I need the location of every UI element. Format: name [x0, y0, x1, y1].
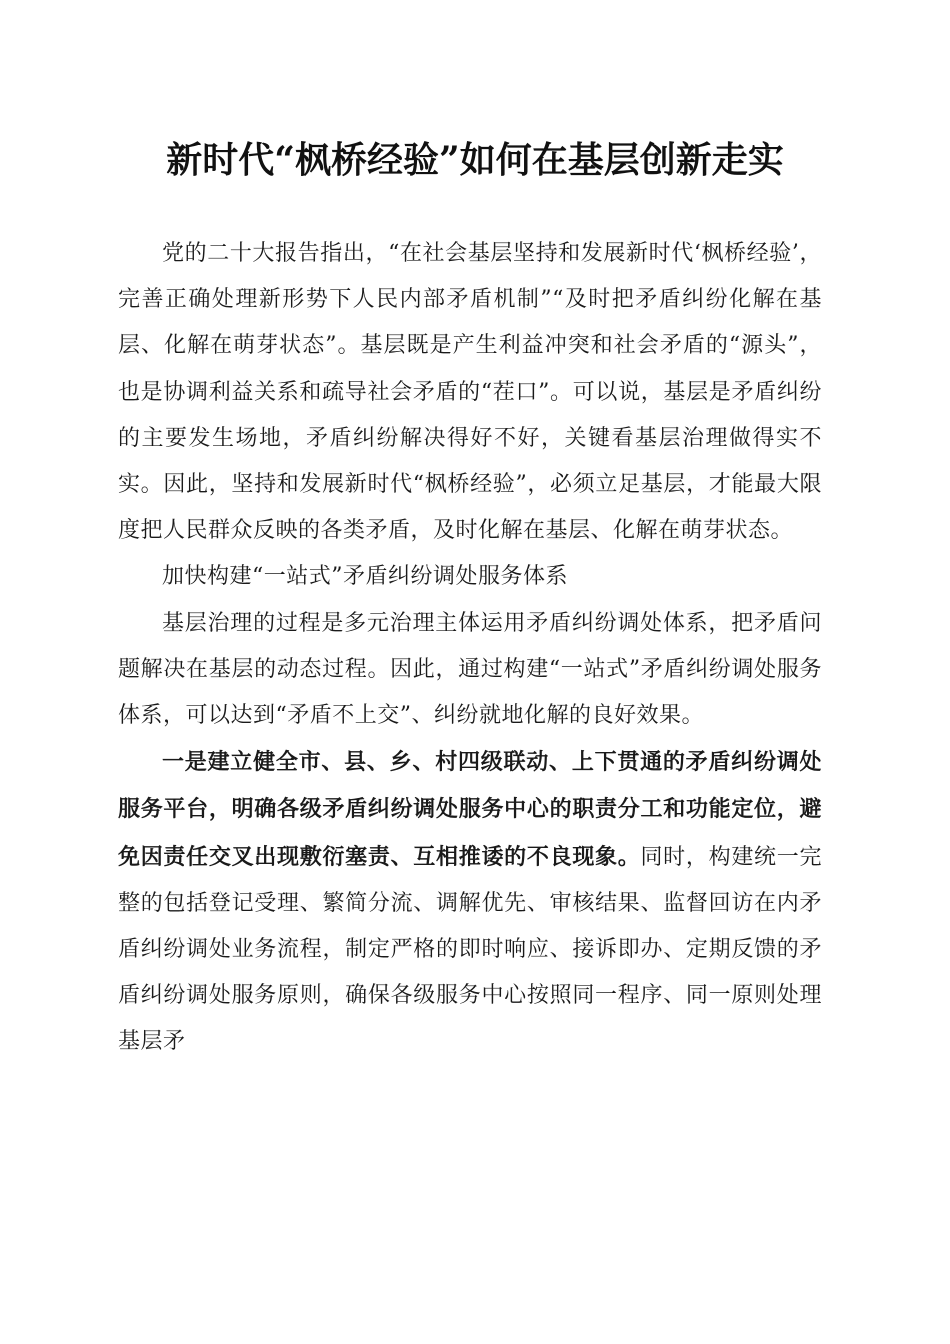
document-body	[118, 231, 822, 1066]
paragraph-point-one	[118, 739, 822, 1065]
paragraph-system: 基层治理的过程是多元治理主体运用矛盾纠纷调处体系，把矛盾问题解决在基层的动态过程。因此，通过构建“一站式”矛盾纠纷调处服务体系，可以达到“矛盾不上交”、纠纷就地化解的良好效果。	[118, 610, 822, 729]
paragraph-point-one-rest: 同时，构建统一完整的包括登记受理、繁简分流、调解优先、审核结果、监督回访在内矛盾纠纷调处业务流程，制定严格的即时响应、接诉即办、定期反馈的矛盾纠纷调处服务原则，确保各级服务中心按照同一程序、同一原则处理基层矛	[118, 844, 822, 1055]
section-heading: 加快构建“一站式”矛盾纠纷调处服务体系	[162, 564, 568, 590]
document-title: 新时代“枫桥经验”如何在基层创新走实	[166, 139, 784, 181]
paragraph-intro: 党的二十大报告指出，“在社会基层坚持和发展新时代‘枫桥经验’，完善正确处理新形势下人民内部矛盾机制”“及时把矛盾纠纷化解在基层、化解在萌芽状态”。基层既是产生利益冲突和社会矛盾的“源头”，也是协调利益关系和疏导社会矛盾的“茬口”。可以说，基层是矛盾纠纷的主要发生场地，矛盾纠纷解决得好不好，关键看基层治理做得实不实。因此，坚持和发展新时代“枫桥经验”，必须立足基层，才能最大限度把人民群众反映的各类矛盾，及时化解在基层、化解在萌芽状态。	[118, 241, 822, 544]
paragraph-point-one-lead: 一是建立健全市、县、乡、村四级联动、上下贯通的矛盾纠纷调处服务平台，明确各级矛盾纠纷调处服务中心的职责分工和功能定位，避免因责任交叉出现敷衍塞责、互相推诿的不良现象。	[118, 749, 822, 870]
